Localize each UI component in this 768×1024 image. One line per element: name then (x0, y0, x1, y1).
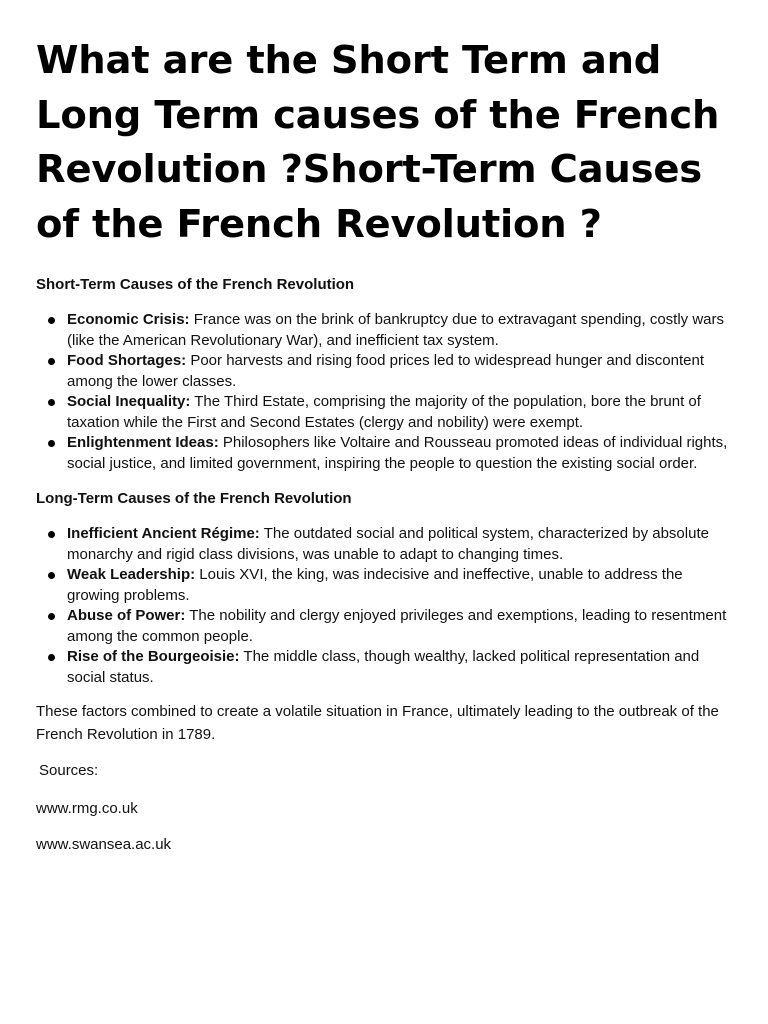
bullet-icon (48, 654, 55, 661)
source-link-swansea[interactable]: www.swansea.ac.uk (36, 836, 172, 853)
short-term-causes-list (36, 310, 736, 474)
bullet-icon (48, 358, 55, 365)
bullet-icon (48, 572, 55, 579)
bullet-icon (48, 317, 55, 324)
cause-description: The outdated social and political system, characterized by absolute monarchy and rigid class divisions, was unable to adapt to changing times. (67, 525, 709, 563)
bullet-icon (48, 531, 55, 538)
cause-term: Economic Crisis: (67, 311, 190, 328)
list-item (36, 565, 736, 606)
list-item (36, 351, 736, 392)
cause-term: Food Shortages: (67, 352, 187, 369)
source-link-rmg[interactable]: www.rmg.co.uk (36, 800, 138, 817)
cause-term: Rise of the Bourgeoisie: (67, 648, 240, 665)
cause-description: The Third Estate, comprising the majority of the population, bore the brunt of taxation while the First and Second Estates (clergy and nobility) were exempt. (67, 393, 701, 431)
bullet-icon (48, 613, 55, 620)
sources-label: Sources: (39, 762, 99, 779)
bullet-icon (48, 399, 55, 406)
list-item (36, 606, 736, 647)
cause-term: Enlightenment Ideas: (67, 434, 219, 451)
list-item (36, 392, 736, 433)
list-item (36, 647, 736, 688)
cause-description: Louis XVI, the king, was indecisive and ineffective, unable to address the growing problems. (67, 566, 683, 604)
cause-description: Poor harvests and rising food prices led to widespread hunger and discontent among the lower classes. (67, 352, 704, 390)
article (36, 34, 736, 856)
cause-term: Abuse of Power: (67, 607, 186, 624)
cause-description: The middle class, though wealthy, lacked political representation and social status. (67, 648, 700, 686)
short-term-heading: Short-Term Causes of the French Revolution (36, 276, 355, 293)
long-term-causes-list (36, 524, 736, 688)
cause-term: Social Inequality: (67, 393, 191, 410)
list-item (36, 524, 736, 565)
cause-description: Philosophers like Voltaire and Rousseau promoted ideas of individual rights, social justice, and limited government, inspiring the people to question the existing social order. (67, 434, 728, 472)
list-item (36, 433, 736, 474)
cause-term: Weak Leadership: (67, 566, 196, 583)
cause-description: France was on the brink of bankruptcy due to extravagant spending, costly wars (like the American Revolutionary War), and inefficient tax system. (67, 311, 725, 349)
cause-term: Inefficient Ancient Régime: (67, 525, 260, 542)
cause-description: The nobility and clergy enjoyed privileges and exemptions, leading to resentment among the common people. (67, 607, 727, 645)
bullet-icon (48, 440, 55, 447)
conclusion-paragraph: These factors combined to create a volatile situation in France, ultimately leading to the outbreak of the French Revolution in 1789. (36, 703, 719, 743)
list-item (36, 310, 736, 351)
page-title: What are the Short Term and Long Term causes of the French Revolution ?Short-Term Causes of the French Revolution ? (36, 38, 720, 247)
long-term-heading: Long-Term Causes of the French Revolution (36, 490, 352, 507)
